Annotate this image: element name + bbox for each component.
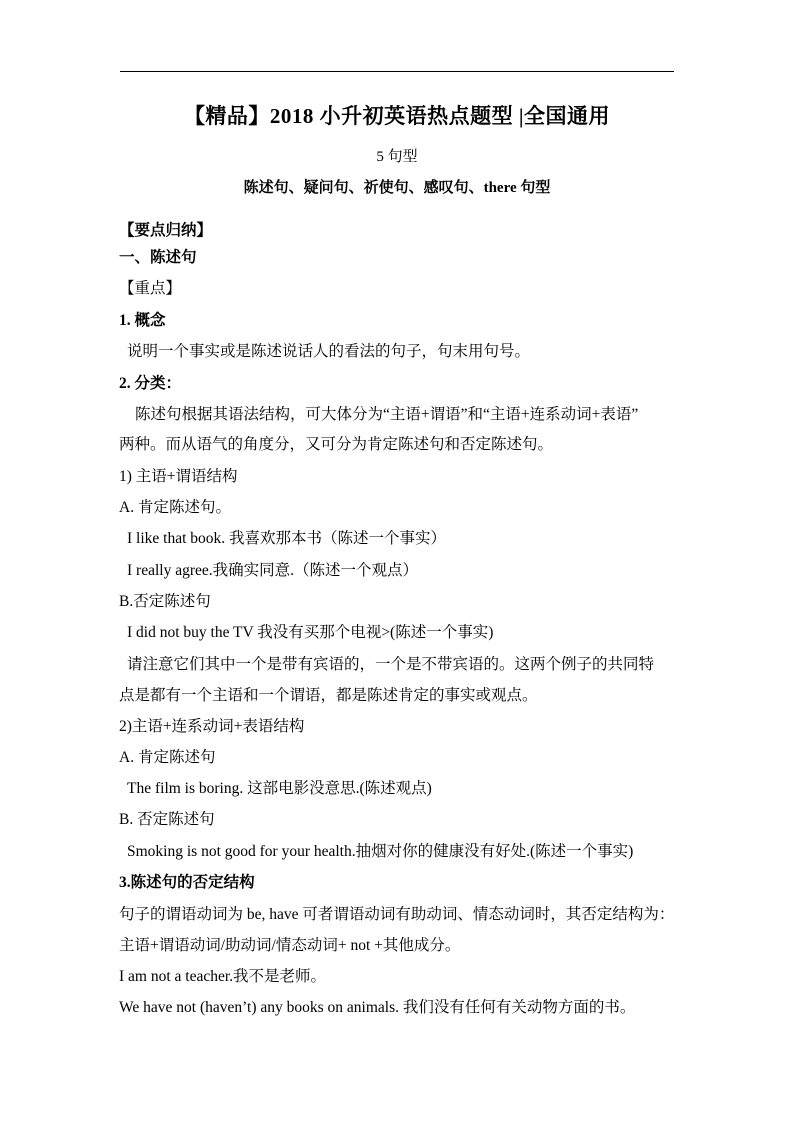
heading-negative-structure: 3.陈述句的否定结构 xyxy=(119,874,255,891)
heading-concept: 1. 概念 xyxy=(119,312,166,329)
chapter-subtitle: 5 句型 xyxy=(376,149,418,165)
subheading-linking-verb: 2)主语+连系动词+表语结构 xyxy=(119,718,305,735)
header-rule xyxy=(120,71,674,72)
example-smoking: Smoking is not good for your health.抽烟对你的健康没有好处.(陈述一个事实) xyxy=(127,843,634,860)
label-negative-b-2: B. 否定陈述句 xyxy=(119,811,215,828)
label-affirmative-a: A. 肯定陈述句。 xyxy=(119,499,231,516)
paragraph-classification-2: 两种。而从语气的角度分，又可分为肯定陈述句和否定陈述句。 xyxy=(119,436,554,453)
example-like-book: I like that book. 我喜欢那本书（陈述一个事实） xyxy=(127,530,447,547)
example-film-boring: The film is boring. 这部电影没意思.(陈述观点) xyxy=(127,780,432,797)
paragraph-negative-structure-1: 句子的谓语动词为 be, have 可者谓语动词有助动词、情态动词时，其否定结构为： xyxy=(119,906,675,923)
label-affirmative-a-2: A. 肯定陈述句 xyxy=(119,749,216,766)
example-not-teacher: I am not a teacher.我不是老师。 xyxy=(119,968,327,985)
heading-classification: 2. 分类： xyxy=(119,375,182,392)
topic-heading: 陈述句、疑问句、祈使句、感叹句、there 句型 xyxy=(243,180,551,196)
section-heading-declarative: 一、陈述句 xyxy=(119,249,197,266)
paragraph-concept: 说明一个事实或是陈述说话人的看法的句子，句末用句号。 xyxy=(127,343,531,360)
label-key: 【重点】 xyxy=(119,280,182,297)
paragraph-note-2: 点是都有一个主语和一个谓语，都是陈述肯定的事实或观点。 xyxy=(119,687,538,704)
subheading-subject-predicate: 1) 主语+谓语结构 xyxy=(119,468,238,485)
example-did-not-buy: I did not buy the TV 我没有买那个电视>(陈述一个事实) xyxy=(127,624,494,641)
page-title: 【精品】2018 小升初英语热点题型 |全国通用 xyxy=(183,104,611,128)
example-really-agree: I really agree.我确实同意.（陈述一个观点） xyxy=(127,562,418,579)
paragraph-classification-1: 陈述句根据其语法结构，可大体分为“主语+谓语”和“主语+连系动词+表语” xyxy=(135,406,639,423)
paragraph-negative-structure-2: 主语+谓语动词/助动词/情态动词+ not +其他成分。 xyxy=(119,937,461,954)
section-heading-key-points: 【要点归纳】 xyxy=(119,222,213,239)
paragraph-note-1: 请注意它们其中一个是带有宾语的，一个是不带宾语的。这两个例子的共同特 xyxy=(127,656,655,673)
example-no-books: We have not (haven’t) any books on animals. 我们没有任何有关动物方面的书。 xyxy=(119,999,636,1016)
label-negative-b: B.否定陈述句 xyxy=(119,593,211,610)
